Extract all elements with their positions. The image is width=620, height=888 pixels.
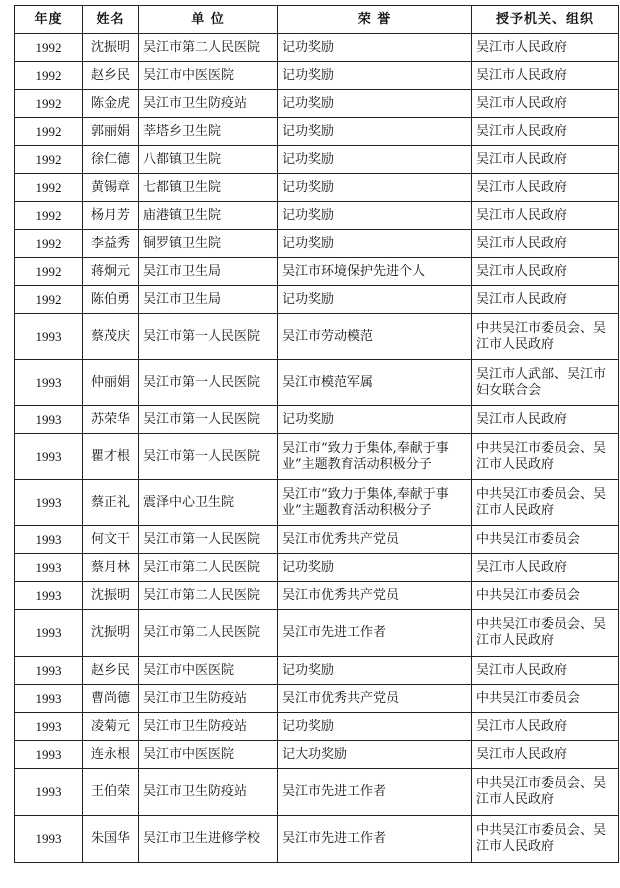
cell-honor: 吴江市模范军属: [278, 360, 472, 406]
table-row: [15, 610, 619, 657]
cell-name: 郭丽娟: [83, 118, 139, 146]
cell-org: 中共吴江市委员会、吴江市人民政府: [472, 769, 619, 816]
cell-name: 陈伯勇: [83, 286, 139, 314]
cell-name: 蔡茂庆: [83, 314, 139, 360]
header-honor: 荣 誉: [278, 6, 472, 34]
cell-org: 吴江市人民政府: [472, 118, 619, 146]
cell-honor: 记大功奖励: [278, 741, 472, 769]
cell-org: 吴江市人民政府: [472, 146, 619, 174]
cell-year: 1993: [15, 713, 83, 741]
cell-org: 吴江市人民政府: [472, 286, 619, 314]
cell-honor: 吴江市优秀共产党员: [278, 582, 472, 610]
cell-unit: 吴江市中医医院: [139, 741, 278, 769]
cell-unit: 八都镇卫生院: [139, 146, 278, 174]
cell-org: 吴江市人民政府: [472, 202, 619, 230]
cell-unit: 七都镇卫生院: [139, 174, 278, 202]
cell-unit: 吴江市卫生防疫站: [139, 90, 278, 118]
table-row: [15, 657, 619, 685]
cell-name: 杨月芳: [83, 202, 139, 230]
cell-honor: 记功奖励: [278, 90, 472, 118]
cell-unit: 吴江市第一人民医院: [139, 434, 278, 480]
honors-table: [14, 5, 619, 863]
cell-name: 蔡月林: [83, 554, 139, 582]
cell-year: 1993: [15, 816, 83, 863]
table-row: [15, 360, 619, 406]
cell-name: 瞿才根: [83, 434, 139, 480]
cell-name: 王伯荣: [83, 769, 139, 816]
cell-honor: 记功奖励: [278, 657, 472, 685]
cell-honor: 记功奖励: [278, 713, 472, 741]
cell-org: 吴江市人民政府: [472, 62, 619, 90]
cell-year: 1993: [15, 657, 83, 685]
cell-org: 吴江市人武部、吴江市妇女联合会: [472, 360, 619, 406]
cell-year: 1992: [15, 118, 83, 146]
header-org: 授予机关、组织: [472, 6, 619, 34]
cell-unit: 吴江市卫生防疫站: [139, 713, 278, 741]
table-row: [15, 118, 619, 146]
cell-name: 徐仁德: [83, 146, 139, 174]
table-row: [15, 202, 619, 230]
cell-org: 中共吴江市委员会、吴江市人民政府: [472, 816, 619, 863]
table-row: [15, 554, 619, 582]
cell-year: 1993: [15, 554, 83, 582]
cell-org: 吴江市人民政府: [472, 741, 619, 769]
cell-honor: 吴江市优秀共产党员: [278, 685, 472, 713]
cell-unit: 吴江市第二人民医院: [139, 582, 278, 610]
cell-honor: 记功奖励: [278, 118, 472, 146]
header-year: 年度: [15, 6, 83, 34]
cell-honor: 吴江市劳动模范: [278, 314, 472, 360]
cell-name: 何文干: [83, 526, 139, 554]
cell-name: 连永根: [83, 741, 139, 769]
cell-unit: 吴江市第一人民医院: [139, 314, 278, 360]
cell-year: 1993: [15, 406, 83, 434]
header-name: 姓名: [83, 6, 139, 34]
cell-unit: 莘塔乡卫生院: [139, 118, 278, 146]
cell-unit: 吴江市卫生局: [139, 286, 278, 314]
cell-unit: 震泽中心卫生院: [139, 480, 278, 526]
cell-name: 赵乡民: [83, 62, 139, 90]
cell-name: 蔡正礼: [83, 480, 139, 526]
cell-unit: 吴江市第二人民医院: [139, 554, 278, 582]
cell-honor: 记功奖励: [278, 406, 472, 434]
cell-org: 吴江市人民政府: [472, 230, 619, 258]
table-row: [15, 174, 619, 202]
table-row: [15, 526, 619, 554]
table-row: [15, 816, 619, 863]
cell-year: 1993: [15, 526, 83, 554]
header-row: [15, 6, 619, 34]
cell-unit: 吴江市第一人民医院: [139, 360, 278, 406]
cell-honor: 记功奖励: [278, 174, 472, 202]
cell-year: 1992: [15, 62, 83, 90]
cell-name: 沈振明: [83, 34, 139, 62]
table-row: [15, 480, 619, 526]
cell-org: 吴江市人民政府: [472, 657, 619, 685]
table-row: [15, 286, 619, 314]
cell-org: 吴江市人民政府: [472, 174, 619, 202]
cell-year: 1992: [15, 90, 83, 118]
cell-year: 1993: [15, 360, 83, 406]
cell-unit: 吴江市第二人民医院: [139, 34, 278, 62]
cell-unit: 吴江市第一人民医院: [139, 406, 278, 434]
cell-name: 李益秀: [83, 230, 139, 258]
cell-org: 吴江市人民政府: [472, 406, 619, 434]
cell-name: 凌菊元: [83, 713, 139, 741]
cell-year: 1992: [15, 146, 83, 174]
cell-org: 中共吴江市委员会: [472, 582, 619, 610]
table-row: [15, 582, 619, 610]
cell-year: 1992: [15, 258, 83, 286]
cell-honor: 吴江市环境保护先进个人: [278, 258, 472, 286]
table-row: [15, 34, 619, 62]
cell-honor: 记功奖励: [278, 62, 472, 90]
table-row: [15, 62, 619, 90]
table-row: [15, 230, 619, 258]
cell-unit: 吴江市卫生防疫站: [139, 685, 278, 713]
cell-honor: 记功奖励: [278, 34, 472, 62]
cell-org: 中共吴江市委员会: [472, 685, 619, 713]
cell-org: 中共吴江市委员会、吴江市人民政府: [472, 480, 619, 526]
table-body: [15, 34, 619, 863]
cell-year: 1992: [15, 34, 83, 62]
table-row: [15, 713, 619, 741]
cell-honor: 吴江市“致力于集体,奉献于事业”主题教育活动积极分子: [278, 434, 472, 480]
cell-org: 中共吴江市委员会、吴江市人民政府: [472, 314, 619, 360]
cell-unit: 吴江市卫生进修学校: [139, 816, 278, 863]
cell-year: 1993: [15, 434, 83, 480]
cell-year: 1993: [15, 314, 83, 360]
cell-unit: 吴江市卫生局: [139, 258, 278, 286]
cell-honor: 吴江市先进工作者: [278, 769, 472, 816]
cell-org: 吴江市人民政府: [472, 258, 619, 286]
table-row: [15, 685, 619, 713]
cell-honor: 吴江市先进工作者: [278, 816, 472, 863]
cell-org: 中共吴江市委员会、吴江市人民政府: [472, 434, 619, 480]
cell-org: 吴江市人民政府: [472, 713, 619, 741]
cell-honor: 记功奖励: [278, 202, 472, 230]
cell-org: 中共吴江市委员会: [472, 526, 619, 554]
cell-name: 仲丽娟: [83, 360, 139, 406]
cell-name: 朱国华: [83, 816, 139, 863]
header-unit: 单 位: [139, 6, 278, 34]
cell-year: 1993: [15, 480, 83, 526]
cell-year: 1992: [15, 202, 83, 230]
table-row: [15, 314, 619, 360]
table-row: [15, 146, 619, 174]
cell-honor: 记功奖励: [278, 146, 472, 174]
cell-org: 吴江市人民政府: [472, 34, 619, 62]
cell-honor: 吴江市“致力于集体,奉献于事业”主题教育活动积极分子: [278, 480, 472, 526]
cell-name: 陈金虎: [83, 90, 139, 118]
cell-name: 沈振明: [83, 610, 139, 657]
cell-name: 蒋炯元: [83, 258, 139, 286]
cell-honor: 记功奖励: [278, 554, 472, 582]
cell-name: 赵乡民: [83, 657, 139, 685]
cell-unit: 吴江市第一人民医院: [139, 526, 278, 554]
cell-year: 1992: [15, 230, 83, 258]
cell-honor: 吴江市优秀共产党员: [278, 526, 472, 554]
cell-year: 1993: [15, 582, 83, 610]
cell-honor: 记功奖励: [278, 286, 472, 314]
cell-org: 中共吴江市委员会、吴江市人民政府: [472, 610, 619, 657]
cell-name: 沈振明: [83, 582, 139, 610]
cell-unit: 吴江市中医医院: [139, 62, 278, 90]
cell-org: 吴江市人民政府: [472, 554, 619, 582]
table-row: [15, 741, 619, 769]
table-row: [15, 90, 619, 118]
table-row: [15, 406, 619, 434]
cell-year: 1993: [15, 741, 83, 769]
cell-year: 1993: [15, 685, 83, 713]
cell-unit: 吴江市第二人民医院: [139, 610, 278, 657]
table-row: [15, 434, 619, 480]
cell-year: 1992: [15, 286, 83, 314]
cell-name: 曹尚德: [83, 685, 139, 713]
cell-name: 苏荣华: [83, 406, 139, 434]
cell-year: 1993: [15, 610, 83, 657]
table-row: [15, 258, 619, 286]
cell-unit: 铜罗镇卫生院: [139, 230, 278, 258]
cell-unit: 吴江市中医医院: [139, 657, 278, 685]
cell-year: 1992: [15, 174, 83, 202]
table-row: [15, 769, 619, 816]
cell-year: 1993: [15, 769, 83, 816]
cell-unit: 吴江市卫生防疫站: [139, 769, 278, 816]
cell-honor: 记功奖励: [278, 230, 472, 258]
cell-honor: 吴江市先进工作者: [278, 610, 472, 657]
cell-unit: 庙港镇卫生院: [139, 202, 278, 230]
cell-org: 吴江市人民政府: [472, 90, 619, 118]
cell-name: 黄锡章: [83, 174, 139, 202]
